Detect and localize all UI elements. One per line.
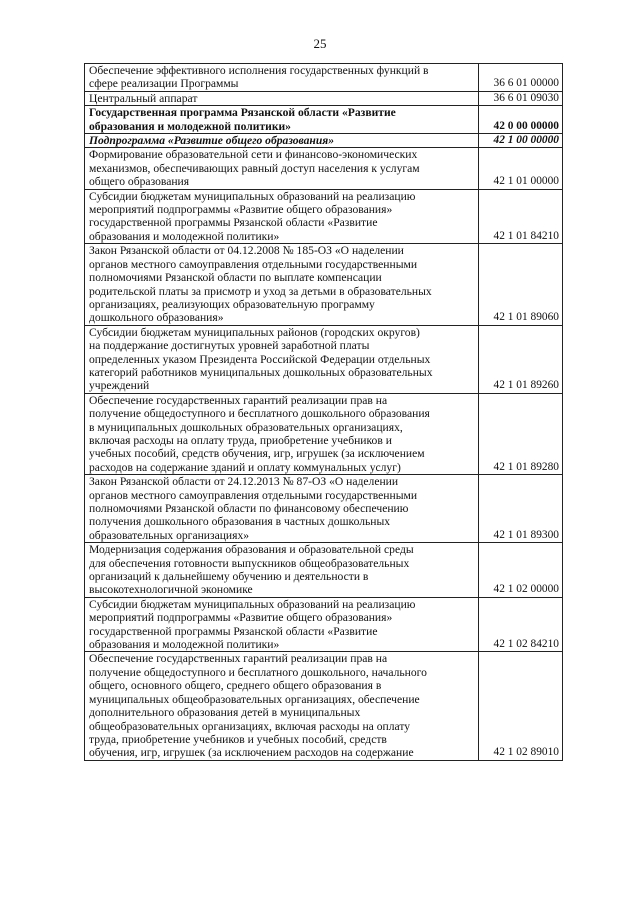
table-row [85,597,563,652]
row-description: Формирование образовательной сети и финансово-экономических механизмов, обеспечивающих равный доступ населения к услугам общего образования [85,148,479,189]
row-code: 42 1 02 89010 [479,652,563,760]
row-code: 42 1 01 84210 [479,189,563,244]
table-row [85,189,563,244]
row-description: Субсидии бюджетам муниципальных образований на реализацию мероприятий подпрограммы «Развитие общего образования» государственной программы Рязанской области «Развитие образования и молодежной политики» [85,597,479,652]
row-description: Субсидии бюджетам муниципальных районов (городских округов) на поддержание достигнутых уровней заработной платы определенных указом Президента Российской Федерации отдельных категорий работников муниципальных дошкольных образовательных учреждений [85,325,479,393]
table-row [85,393,563,474]
row-code: 42 1 01 89280 [479,393,563,474]
row-description: Обеспечение государственных гарантий реализации прав на получение общедоступного и бесплатного дошкольного, начального общего, основного общего, среднего общего образования в муниципальных общеобразовательных организациях, обеспечение дополнительного образования детей в муниципальных общеобразовательных организациях, включая расходы на оплату труда, приобретение учебников и учебных пособий, средств обучения, игр, игрушек (за исключением расходов на содержание [85,652,479,760]
row-code: 42 1 01 89300 [479,475,563,543]
table-row [85,91,563,105]
row-code: 42 1 02 00000 [479,543,563,598]
table-body [85,64,563,761]
row-code: 42 0 00 00000 [479,106,563,134]
table-row [85,244,563,325]
row-description: Подпрограмма «Развитие общего образования» [85,134,479,148]
table-row [85,64,563,92]
row-code: 42 1 00 00000 [479,134,563,148]
row-description: Обеспечение эффективного исполнения государственных функций в сфере реализации Программы [85,64,479,92]
row-code: 42 1 01 89260 [479,325,563,393]
table-row [85,652,563,760]
table-row [85,325,563,393]
row-description: Государственная программа Рязанской области «Развитие образования и молодежной политики» [85,106,479,134]
row-description: Модернизация содержания образования и образовательной среды для обеспечения готовности выпускников общеобразовательных организаций к дальнейшему обучению и деятельности в высокотехнологичной экономике [85,543,479,598]
row-code: 42 1 01 00000 [479,148,563,189]
row-code: 42 1 01 89060 [479,244,563,325]
row-description: Обеспечение государственных гарантий реализации прав на получение общедоступного и бесплатного дошкольного образования в муниципальных дошкольных образовательных организациях, включая расходы на оплату труда, приобретение учебников и учебных пособий, средств обучения, игр, игрушек (за исключением расходов на содержание зданий и оплату коммунальных услуг) [85,393,479,474]
table-row [85,543,563,598]
table-row [85,148,563,189]
row-code: 42 1 02 84210 [479,597,563,652]
budget-classification-table [84,63,563,761]
row-description: Субсидии бюджетам муниципальных образований на реализацию мероприятий подпрограммы «Развитие общего образования» государственной программы Рязанской области «Развитие образования и молодежной политики» [85,189,479,244]
table-row [85,475,563,543]
row-description: Закон Рязанской области от 04.12.2008 № 185-ОЗ «О наделении органов местного самоуправления отдельными государственными полномочиями Рязанской области по выплате компенсации родительской платы за присмотр и уход за детьми в образовательных организациях, реализующих образовательную программу дошкольного образования» [85,244,479,325]
row-description: Центральный аппарат [85,91,479,105]
row-description: Закон Рязанской области от 24.12.2013 № 87-ОЗ «О наделении органов местного самоуправления отдельными государственными полномочиями Рязанской области по финансовому обеспечению получения дошкольного образования в частных дошкольных образовательных организациях» [85,475,479,543]
row-code: 36 6 01 09030 [479,91,563,105]
page-number: 25 [313,36,327,51]
table-row [85,134,563,148]
table-row [85,106,563,134]
row-code: 36 6 01 00000 [479,64,563,92]
